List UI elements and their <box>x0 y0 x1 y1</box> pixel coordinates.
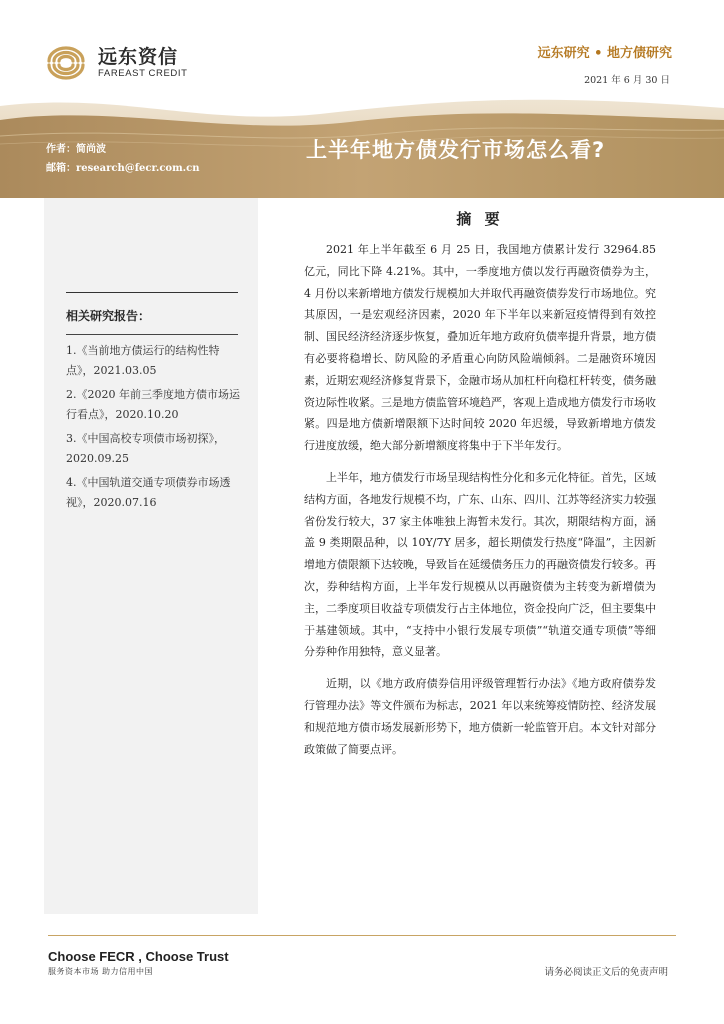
related-reports-heading: 相关研究报告： <box>66 309 151 323</box>
report-title: 上半年地方债发行市场怎么看? <box>306 138 606 162</box>
sidebar-divider <box>66 334 238 335</box>
author-info <box>46 140 200 178</box>
abstract-section <box>304 208 656 770</box>
related-reports-sidebar <box>66 292 240 517</box>
fareast-logo-icon <box>42 44 90 82</box>
logo-chinese-name: 远东资信 <box>98 46 179 68</box>
abstract-paragraph: 2021 年上半年截至 6 月 25 日，我国地方债累计发行 32964.85 亿元，同比下降 4.21%。其中，一季度地方债以发行再融资债券为主，4 月份以来新增地方债发行规模加大并取代再融资债券发行市场地位。究其原因，一是宏观经济因素，2020 年下半年以来新冠疫情得到有效控制、国民经济经济逐步恢复，叠加近年地方政府负债率提升背景，地方债有必要将稳增长、防风险的矛盾重心向防风险端倾斜。二是融资环境因素，近期宏观经济修复背景下，金融市场从加杠杆向稳杠杆转变，债务融资边际性收紧。三是地方债监管环境趋严，客观上造成地方债发行市场收紧。四是地方债新增限额下达时间较 2020 年迟缓，导致新增地方债发行进度放缓，绝大部分新增额度将集中于下半年发行。 <box>304 243 656 453</box>
abstract-title: 摘 要 <box>456 210 504 228</box>
logo-english-name: FAREAST CREDIT <box>98 68 188 79</box>
abstract-paragraph: 近期，以《地方政府债券信用评级管理暂行办法》《地方政府债券发行管理办法》等文件颁布为标志，2021 年以来统筹疫情防控、经济发展和规范地方债市场发展新形势下，地方债新一轮监管开启。本文针对部分政策做了简要点评。 <box>304 677 656 756</box>
footer-rule <box>48 935 676 936</box>
author-name: 作者：简尚波 <box>46 144 106 155</box>
related-report-item[interactable]: 1.《当前地方债运行的结构性特点》，2021.03.05 <box>66 344 220 377</box>
related-report-item[interactable]: 3.《中国高校专项债市场初探》，2020.09.25 <box>66 432 225 465</box>
footer-slogan: Choose FECR , Choose Trust <box>48 949 229 964</box>
disclaimer-note[interactable]: 请务必阅读正文后的免责声明 <box>544 967 668 978</box>
author-email: 邮箱：research@fecr.com.cn <box>46 163 200 174</box>
report-date: 2021 年 6 月 30 日 <box>584 75 670 86</box>
related-report-item[interactable]: 2.《2020 年前三季度地方债市场运行看点》，2020.10.20 <box>66 388 240 421</box>
report-series: 远东研究 • 地方债研究 <box>537 46 672 61</box>
footer-tagline: 服务资本市场 助力信用中国 <box>48 967 154 976</box>
abstract-paragraph: 上半年，地方债发行市场呈现结构性分化和多元化特征。首先，区域结构方面，各地发行规模不均，广东、山东、四川、江苏等经济实力较强省份发行较大，37 家主体唯独上海暂未发行。其次，期限结构方面，涵盖 9 类期限品种，以 10Y/7Y 居多，超长期债发行热度“降温”，主因新增地方债限额下达较晚，导致旨在延缓债务压力的再融资债发行较多。再次，券种结构方面，上半年发行规模从以再融资债为主转变为新增债为主，二季度项目收益专项债发行占主体地位，资金投向广泛，但主要集中于基建领域。其中，“支持中小银行发展专项债”“轨道交通专项债”等细分券种作用独特，意义显著。 <box>304 470 656 659</box>
company-logo <box>42 44 188 82</box>
sidebar-top-rule <box>66 292 238 293</box>
related-report-item[interactable]: 4.《中国轨道交通专项债券市场透视》，2020.07.16 <box>66 476 231 509</box>
